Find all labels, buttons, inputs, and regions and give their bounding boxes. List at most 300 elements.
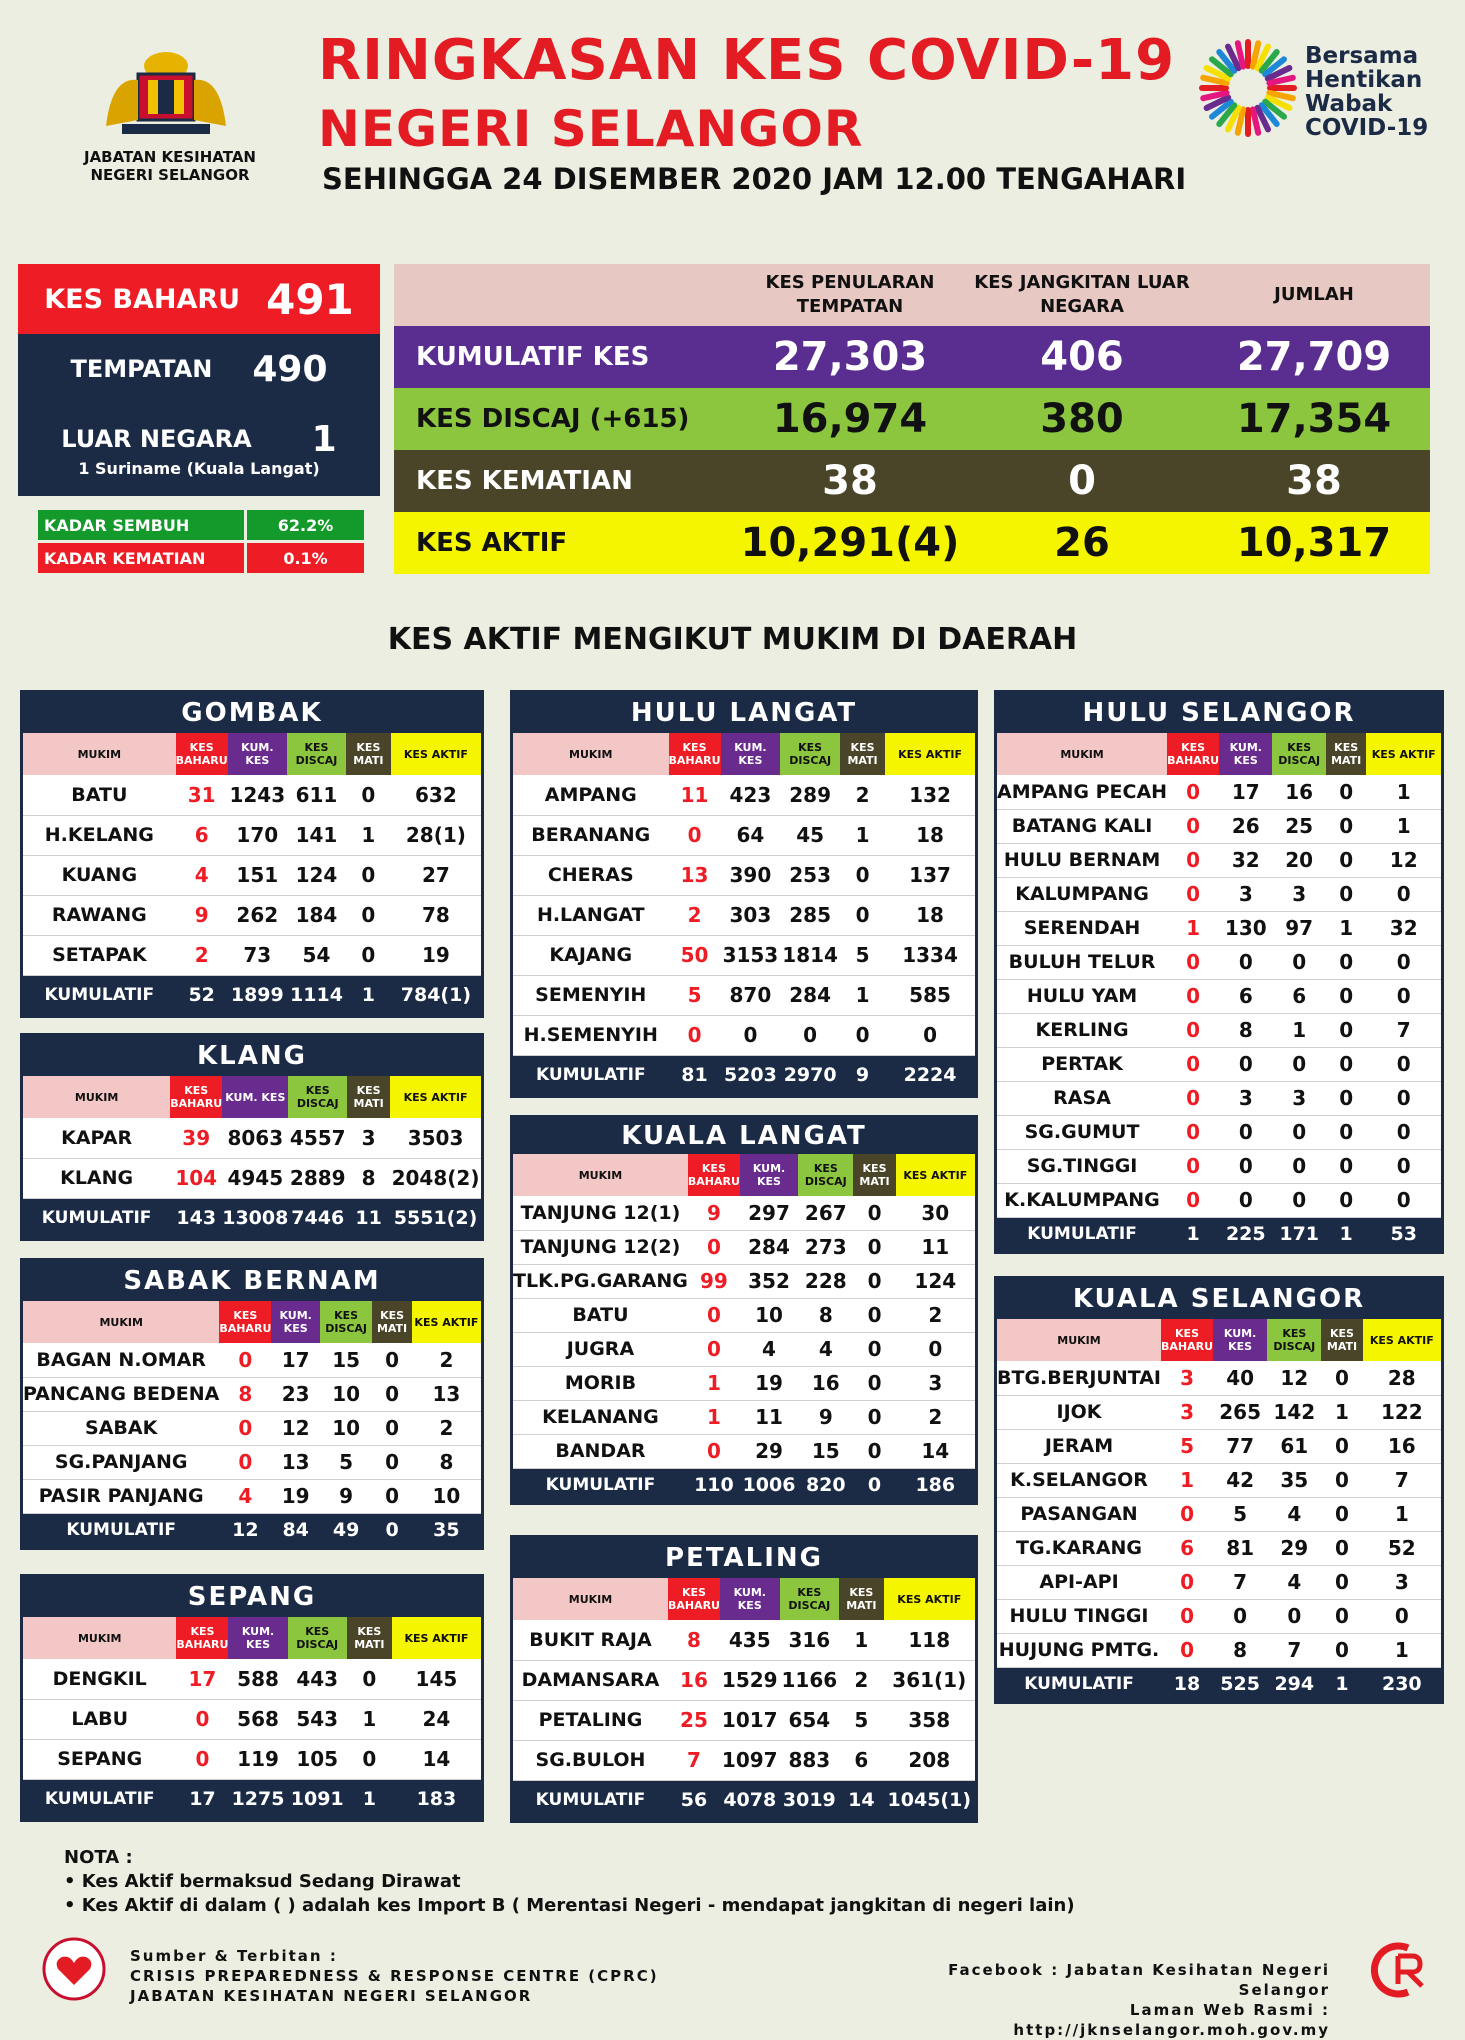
table-row: [513, 1660, 975, 1700]
cell-kum-kes: 0: [1213, 1599, 1267, 1633]
table-row: [997, 843, 1441, 877]
mukim-name: HULU YAM: [997, 979, 1167, 1013]
cell-kes-discaj: 184: [287, 895, 346, 935]
cell-kes-aktif: 53: [1366, 1217, 1441, 1251]
cell-kes-mati: 6: [839, 1740, 883, 1780]
cell-kes-mati: 0: [347, 1739, 392, 1779]
col-header-kes-mati: KES MATI: [840, 733, 885, 775]
table-row: [513, 1332, 975, 1366]
mukim-name: IJOK: [997, 1395, 1161, 1429]
table-row: [513, 1230, 975, 1264]
death-rate-label: KADAR KEMATIAN: [38, 543, 244, 573]
mukim-name: BANDAR: [513, 1434, 688, 1468]
cell-kes-baharu: 7: [668, 1740, 720, 1780]
mukim-name: KAJANG: [513, 935, 669, 975]
table-row: [997, 1463, 1441, 1497]
cell-kes-baharu: 6: [176, 815, 228, 855]
cell-kum-kes: 4: [740, 1332, 798, 1366]
cell-kes-mati: 0: [840, 895, 885, 935]
cell-kes-baharu: 56: [668, 1780, 720, 1820]
cell-kes-baharu: 9: [688, 1196, 740, 1230]
cell-kes-baharu: 0: [1167, 1115, 1219, 1149]
col-header-kes-aktif: KES AKTIF: [1366, 733, 1441, 775]
row-deaths: KES KEMATIAN 38 0 38: [394, 450, 1430, 512]
cell-kes-mati: 0: [372, 1445, 411, 1479]
cell-kum-kes: 1097: [720, 1740, 780, 1780]
cell-kes-aktif: 0: [1366, 1183, 1441, 1217]
cell-kes-aktif: 30: [896, 1196, 975, 1230]
cell-kum-kes: 423: [721, 775, 781, 815]
cell-kes-mati: 1: [1321, 1395, 1362, 1429]
mukim-name: MORIB: [513, 1366, 688, 1400]
cell-kes-baharu: 0: [1161, 1497, 1213, 1531]
col-header-kes-aktif: KES AKTIF: [885, 733, 975, 775]
cell-kes-discaj: 273: [798, 1230, 853, 1264]
row-active: KES AKTIF 10,291(4) 26 10,317: [394, 512, 1430, 574]
mukim-name: KUMULATIF: [513, 1780, 668, 1820]
col-header-kes-mati: KES MATI: [347, 1076, 390, 1118]
cell-kes-aktif: 0: [1366, 1081, 1441, 1115]
cell-kes-discaj: 8: [798, 1298, 853, 1332]
mukim-name: HUJUNG PMTG.: [997, 1633, 1161, 1667]
cell-kum-kes: 1529: [720, 1660, 780, 1700]
cell-kes-mati: 0: [346, 895, 391, 935]
cell-kes-baharu: 2: [176, 935, 228, 975]
cell-kes-mati: 0: [1326, 775, 1367, 809]
cell-kes-aktif: 784(1): [391, 975, 481, 1015]
cell-kes-discaj: 316: [780, 1620, 840, 1660]
cell-kes-discaj: 105: [288, 1739, 347, 1779]
cell-kes-baharu: 3: [1161, 1395, 1213, 1429]
cell-kes-discaj: 49: [320, 1513, 372, 1547]
department-name: JABATAN KESIHATAN NEGERI SELANGOR: [83, 148, 256, 184]
mukim-name: TG.KARANG: [997, 1531, 1161, 1565]
cell-kes-mati: 0: [1326, 979, 1367, 1013]
col-header-mukim: MUKIM: [23, 1076, 170, 1118]
district-name: SABAK BERNAM: [23, 1261, 481, 1301]
col-header-kes-baharu: KES BAHARU: [1161, 1319, 1213, 1361]
table-row: [997, 1013, 1441, 1047]
cell-kes-aktif: 124: [896, 1264, 975, 1298]
col-header-kes-aktif: KES AKTIF: [392, 1617, 481, 1659]
mukim-name: K.SELANGOR: [997, 1463, 1161, 1497]
header-local: KES PENULARAN TEMPATAN: [765, 272, 935, 317]
table-row: [23, 1158, 481, 1198]
district-table-gombak: [20, 690, 484, 1018]
table-row: [513, 1620, 975, 1660]
table-row: [23, 1479, 481, 1513]
cell-kum-kes: 1017: [720, 1700, 780, 1740]
cell-kes-mati: 5: [839, 1700, 883, 1740]
cell-kes-aktif: 3503: [390, 1118, 481, 1158]
cell-kes-aktif: 122: [1363, 1395, 1441, 1429]
mukim-name: BERANANG: [513, 815, 669, 855]
cell-kes-mati: 0: [1326, 809, 1367, 843]
cell-kes-discaj: 9: [320, 1479, 372, 1513]
cell-kes-baharu: 1: [688, 1366, 740, 1400]
col-header-kes-discaj: KES DISCAJ: [288, 1617, 347, 1659]
cell-kes-mati: 0: [346, 775, 391, 815]
col-header-kes-baharu: KES BAHARU: [1167, 733, 1219, 775]
cell-kes-discaj: 0: [1272, 1149, 1325, 1183]
table-row: [513, 1700, 975, 1740]
col-header-mukim: MUKIM: [23, 733, 176, 775]
cell-kes-aktif: 52: [1363, 1531, 1441, 1565]
cell-kes-mati: 0: [1326, 945, 1367, 979]
cell-kes-discaj: 654: [780, 1700, 840, 1740]
cell-kum-kes: 1243: [228, 775, 287, 815]
cell-kes-discaj: 29: [1267, 1531, 1321, 1565]
cell-kes-discaj: 228: [798, 1264, 853, 1298]
cell-kum-kes: 26: [1219, 809, 1272, 843]
col-header-kum-kes: KUM. KES: [1219, 733, 1272, 775]
cell-kum-kes: 40: [1213, 1361, 1267, 1395]
cell-kes-aktif: 12: [1366, 843, 1441, 877]
cell-kes-discaj: 12: [1267, 1361, 1321, 1395]
mukim-name: LABU: [23, 1699, 176, 1739]
website-link[interactable]: Laman Web Rasmi : http://jknselangor.moh.gov.my: [1013, 2001, 1330, 2039]
cell-kes-aktif: 3: [1363, 1565, 1441, 1599]
mukim-name: BTG.BERJUNTAI: [997, 1361, 1161, 1395]
cell-kes-baharu: 143: [170, 1198, 222, 1238]
cell-kes-discaj: 1114: [287, 975, 346, 1015]
cell-kes-mati: 1: [839, 1620, 883, 1660]
cell-kes-discaj: 4: [1267, 1497, 1321, 1531]
cell-kes-discaj: 4: [798, 1332, 853, 1366]
facebook-link[interactable]: Facebook : Jabatan Kesihatan Negeri Selangor: [948, 1961, 1330, 1999]
cell-kes-mati: 0: [372, 1513, 411, 1547]
contact-info: [870, 1960, 1330, 2040]
cell-kes-mati: 0: [372, 1343, 411, 1377]
cell-kes-baharu: 18: [1161, 1667, 1213, 1701]
cell-kes-mati: 0: [1321, 1429, 1362, 1463]
col-header-kes-discaj: KES DISCAJ: [1267, 1319, 1321, 1361]
cell-kes-mati: 0: [346, 855, 391, 895]
cell-kes-mati: 0: [347, 1659, 392, 1699]
cell-kes-discaj: 3: [1272, 1081, 1325, 1115]
cell-kes-baharu: 0: [1167, 775, 1219, 809]
col-header-kes-discaj: KES DISCAJ: [780, 1578, 840, 1620]
cell-kes-discaj: 883: [780, 1740, 840, 1780]
cell-kes-baharu: 1: [1161, 1463, 1213, 1497]
col-header-kum-kes: KUM. KES: [228, 1617, 287, 1659]
cell-kes-discaj: 0: [1272, 1115, 1325, 1149]
cell-kes-aktif: 1: [1363, 1497, 1441, 1531]
cell-kes-mati: 1: [346, 815, 391, 855]
cell-kes-discaj: 0: [780, 1015, 840, 1055]
district-name: SEPANG: [23, 1577, 481, 1617]
district-table-hulu-selangor: [994, 690, 1444, 1254]
cell-kum-kes: 73: [228, 935, 287, 975]
cell-kes-mati: 0: [853, 1264, 895, 1298]
cell-kes-mati: 1: [347, 1699, 392, 1739]
mukim-name: HULU BERNAM: [997, 843, 1167, 877]
mukim-name: K.KALUMPANG: [997, 1183, 1167, 1217]
col-header-kes-discaj: KES DISCAJ: [798, 1154, 853, 1196]
cell-kes-discaj: 2889: [288, 1158, 347, 1198]
table-row: [23, 1411, 481, 1445]
col-header-mukim: MUKIM: [513, 733, 669, 775]
cell-kes-aktif: 1045(1): [884, 1780, 975, 1820]
col-header-kes-baharu: KES BAHARU: [170, 1076, 222, 1118]
cell-kes-discaj: 820: [798, 1468, 853, 1502]
cell-kes-mati: 0: [1321, 1497, 1362, 1531]
col-header-kes-mati: KES MATI: [839, 1578, 883, 1620]
cell-kes-aktif: 24: [392, 1699, 481, 1739]
mukim-name: HULU TINGGI: [997, 1599, 1161, 1633]
mukim-name: PANCANG BEDENA: [23, 1377, 219, 1411]
cell-kum-kes: 130: [1219, 911, 1272, 945]
mukim-name: BUKIT RAJA: [513, 1620, 668, 1660]
cell-kes-baharu: 0: [669, 1015, 721, 1055]
col-header-kum-kes: KUM. KES: [228, 733, 287, 775]
table-row: [513, 935, 975, 975]
table-row: [513, 1196, 975, 1230]
mukim-name: SG.GUMUT: [997, 1115, 1167, 1149]
cell-kes-mati: 0: [853, 1230, 895, 1264]
table-row: [997, 1565, 1441, 1599]
cell-kum-kes: 4945: [222, 1158, 288, 1198]
col-header-kum-kes: KUM. KES: [222, 1076, 288, 1118]
cell-kes-aktif: 16: [1363, 1429, 1441, 1463]
cell-kes-mati: 0: [1326, 1115, 1367, 1149]
cell-kes-baharu: 17: [176, 1659, 228, 1699]
header-total: JUMLAH: [1274, 284, 1354, 305]
table-row: [513, 815, 975, 855]
cell-kes-discaj: 1091: [288, 1779, 347, 1819]
cell-kes-aktif: 186: [896, 1468, 975, 1502]
cell-kum-kes: 4078: [720, 1780, 780, 1820]
table-row: [513, 1366, 975, 1400]
cell-kes-discaj: 6: [1272, 979, 1325, 1013]
total-row: [23, 975, 481, 1015]
cumulative-summary-table: [394, 264, 1430, 574]
header-imported: KES JANGKITAN LUAR NEGARA: [974, 272, 1190, 317]
cell-kes-baharu: 4: [176, 855, 228, 895]
cell-kes-baharu: 0: [1167, 877, 1219, 911]
cell-kum-kes: 870: [721, 975, 781, 1015]
col-header-kes-baharu: KES BAHARU: [688, 1154, 740, 1196]
district-name: GOMBAK: [23, 693, 481, 733]
new-cases-value: 491: [266, 274, 354, 324]
mukim-name: BAGAN N.OMAR: [23, 1343, 219, 1377]
cell-kes-aktif: 14: [896, 1434, 975, 1468]
cell-kes-baharu: 110: [688, 1468, 740, 1502]
cell-kes-mati: 0: [840, 1015, 885, 1055]
cell-kes-mati: 0: [1326, 1183, 1367, 1217]
cell-kes-aktif: 0: [1366, 945, 1441, 979]
total-row: [513, 1055, 975, 1095]
cell-kes-aktif: 0: [1366, 877, 1441, 911]
cell-kes-baharu: 0: [1167, 1149, 1219, 1183]
imported-note: 1 Suriname (Kuala Langat): [78, 458, 320, 478]
district-table-sabak-bernam: [20, 1258, 484, 1550]
table-row: [23, 1118, 481, 1158]
cell-kes-baharu: 31: [176, 775, 228, 815]
source-credit: Sumber & Terbitan : CRISIS PREPAREDNESS & RESPONSE CENTRE (CPRC) JABATAN KESIHATAN NEGERI SELANGOR: [130, 1947, 659, 2005]
mukim-name: KUMULATIF: [23, 975, 176, 1015]
cell-kes-discaj: 10: [320, 1377, 372, 1411]
cell-kes-mati: 1: [1326, 911, 1367, 945]
mukim-name: KUMULATIF: [513, 1468, 688, 1502]
cell-kum-kes: 119: [228, 1739, 287, 1779]
cell-kes-aktif: 2: [896, 1298, 975, 1332]
cell-kes-baharu: 0: [1167, 979, 1219, 1013]
cell-kes-baharu: 0: [219, 1411, 271, 1445]
cell-kum-kes: 13008: [222, 1198, 288, 1238]
cell-kes-baharu: 0: [688, 1298, 740, 1332]
district-table-kuala-selangor: [994, 1276, 1444, 1704]
cell-kes-baharu: 8: [219, 1377, 271, 1411]
cell-kes-discaj: 289: [780, 775, 840, 815]
cell-kum-kes: 297: [740, 1196, 798, 1230]
table-row: [513, 855, 975, 895]
cell-kes-aktif: 230: [1363, 1667, 1441, 1701]
cell-kes-aktif: 19: [391, 935, 481, 975]
cell-kes-mati: 1: [346, 975, 391, 1015]
total-row: [513, 1468, 975, 1502]
cell-kum-kes: 32: [1219, 843, 1272, 877]
mukim-name: KUMULATIF: [23, 1779, 176, 1819]
cell-kum-kes: 84: [271, 1513, 320, 1547]
cell-kes-aktif: 0: [885, 1015, 975, 1055]
cell-kum-kes: 5: [1213, 1497, 1267, 1531]
col-header-mukim: MUKIM: [513, 1154, 688, 1196]
cell-kum-kes: 435: [720, 1620, 780, 1660]
cell-kum-kes: 303: [721, 895, 781, 935]
cell-kes-discaj: 443: [288, 1659, 347, 1699]
mukim-name: SETAPAK: [23, 935, 176, 975]
crest-logo: [92, 36, 240, 146]
recovery-rate-value: 62.2%: [244, 510, 364, 540]
cell-kes-baharu: 104: [170, 1158, 222, 1198]
cell-kum-kes: 225: [1219, 1217, 1272, 1251]
cell-kum-kes: 42: [1213, 1463, 1267, 1497]
cell-kes-aktif: 11: [896, 1230, 975, 1264]
cell-kes-discaj: 171: [1272, 1217, 1325, 1251]
cell-kes-mati: 2: [840, 775, 885, 815]
cell-kes-baharu: 11: [669, 775, 721, 815]
death-rate-value: 0.1%: [244, 543, 364, 573]
mukim-name: KALUMPANG: [997, 877, 1167, 911]
cell-kum-kes: 12: [271, 1411, 320, 1445]
cell-kum-kes: 8063: [222, 1118, 288, 1158]
table-row: [23, 855, 481, 895]
mukim-name: BATU: [23, 775, 176, 815]
mukim-name: KERLING: [997, 1013, 1167, 1047]
report-date: SEHINGGA 24 DISEMBER 2020 JAM 12.00 TENGAHARI: [322, 162, 1187, 196]
district-name: HULU LANGAT: [513, 693, 975, 733]
table-row: [513, 775, 975, 815]
cell-kes-aktif: 1: [1366, 775, 1441, 809]
cell-kes-discaj: 16: [1272, 775, 1325, 809]
col-header-kes-baharu: KES BAHARU: [176, 1617, 228, 1659]
recovery-rate-label: KADAR SEMBUH: [38, 510, 244, 540]
cell-kes-mati: 0: [1326, 1081, 1367, 1115]
row-discharged: KES DISCAJ (+615) 16,974 380 17,354: [394, 388, 1430, 450]
cell-kes-baharu: 0: [1167, 1013, 1219, 1047]
cell-kes-mati: 0: [372, 1377, 411, 1411]
cell-kes-aktif: 358: [884, 1700, 975, 1740]
col-header-kes-discaj: KES DISCAJ: [780, 733, 840, 775]
cell-kes-mati: 0: [840, 855, 885, 895]
cell-kes-discaj: 15: [798, 1434, 853, 1468]
cell-kes-discaj: 4: [1267, 1565, 1321, 1599]
cell-kes-mati: 0: [1321, 1565, 1362, 1599]
cell-kum-kes: 19: [740, 1366, 798, 1400]
cell-kes-discaj: 10: [320, 1411, 372, 1445]
cell-kes-baharu: 0: [1167, 1183, 1219, 1217]
col-header-kes-aktif: KES AKTIF: [1363, 1319, 1441, 1361]
col-header-kes-discaj: KES DISCAJ: [287, 733, 346, 775]
cell-kes-discaj: 1166: [780, 1660, 840, 1700]
cell-kes-baharu: 0: [176, 1699, 228, 1739]
new-cases-banner: [18, 264, 380, 334]
cell-kum-kes: 10: [740, 1298, 798, 1332]
cell-kes-baharu: 13: [669, 855, 721, 895]
table-row: [23, 775, 481, 815]
col-header-kes-discaj: KES DISCAJ: [288, 1076, 347, 1118]
imported-label: LUAR NEGARA: [61, 425, 252, 453]
cell-kes-aktif: 7: [1366, 1013, 1441, 1047]
cell-kes-mati: 0: [853, 1332, 895, 1366]
col-header-kes-aktif: KES AKTIF: [390, 1076, 481, 1118]
mukim-name: API-API: [997, 1565, 1161, 1599]
mukim-name: PERTAK: [997, 1047, 1167, 1081]
cell-kes-aktif: 0: [1366, 1115, 1441, 1149]
cell-kum-kes: 13: [271, 1445, 320, 1479]
col-header-kes-mati: KES MATI: [347, 1617, 392, 1659]
district-table-petaling: [510, 1535, 978, 1823]
cell-kes-mati: 0: [853, 1196, 895, 1230]
cell-kes-baharu: 25: [668, 1700, 720, 1740]
cell-kes-mati: 2: [839, 1660, 883, 1700]
cell-kum-kes: 11: [740, 1400, 798, 1434]
cell-kum-kes: 568: [228, 1699, 287, 1739]
cell-kes-discaj: 25: [1272, 809, 1325, 843]
cell-kes-discaj: 16: [798, 1366, 853, 1400]
local-label: TEMPATAN: [70, 355, 213, 383]
cell-kes-discaj: 35: [1267, 1463, 1321, 1497]
cell-kes-aktif: 145: [392, 1659, 481, 1699]
col-header-kum-kes: KUM. KES: [271, 1301, 320, 1343]
col-header-kes-mati: KES MATI: [1321, 1319, 1362, 1361]
total-row: [23, 1513, 481, 1547]
mukim-name: SG.TINGGI: [997, 1149, 1167, 1183]
mukim-name: KUMULATIF: [997, 1217, 1167, 1251]
cell-kes-baharu: 0: [1167, 843, 1219, 877]
cell-kes-aktif: 0: [896, 1332, 975, 1366]
cell-kes-aktif: 0: [1366, 1149, 1441, 1183]
cell-kes-aktif: 585: [885, 975, 975, 1015]
cell-kes-aktif: 3: [896, 1366, 975, 1400]
cell-kes-baharu: 50: [669, 935, 721, 975]
mukim-name: KUMULATIF: [513, 1055, 669, 1095]
mukim-name: KLANG: [23, 1158, 170, 1198]
table-row: [23, 1343, 481, 1377]
cell-kes-discaj: 15: [320, 1343, 372, 1377]
cell-kes-baharu: 17: [176, 1779, 228, 1819]
page-subtitle: NEGERI SELANGOR: [318, 100, 864, 158]
cell-kum-kes: 0: [1219, 1115, 1272, 1149]
cell-kes-aktif: 137: [885, 855, 975, 895]
district-table-klang: [20, 1033, 484, 1241]
cell-kum-kes: 284: [740, 1230, 798, 1264]
table-row: [997, 1047, 1441, 1081]
cell-kes-aktif: 1: [1366, 809, 1441, 843]
table-row: [997, 1531, 1441, 1565]
cell-kes-baharu: 0: [669, 815, 721, 855]
